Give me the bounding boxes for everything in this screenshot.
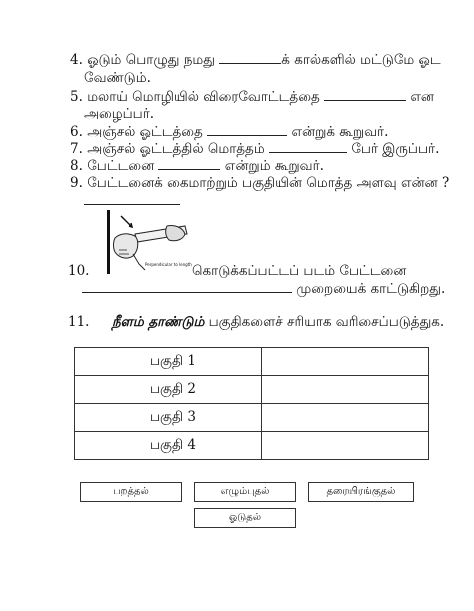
option-ezhumbuthal[interactable]: எழும்புதல் bbox=[194, 482, 296, 502]
question-text: பேட்டனை bbox=[87, 158, 155, 174]
question-text: மலாய் மொழியில் விரைவோட்டத்தை bbox=[87, 89, 320, 105]
question-5 bbox=[70, 89, 434, 106]
question-text: என்றும் கூறுவர். bbox=[224, 158, 324, 174]
figure-caption: Perpendicular to length bbox=[145, 262, 192, 267]
question-10-line-2 bbox=[82, 281, 445, 298]
answer-blank[interactable] bbox=[219, 52, 281, 64]
question-number: 8. bbox=[70, 158, 83, 174]
question-8 bbox=[70, 158, 324, 175]
question-number: 10. bbox=[68, 263, 90, 279]
table-row bbox=[75, 404, 429, 432]
table-row bbox=[75, 348, 429, 376]
answer-cell[interactable] bbox=[262, 376, 429, 404]
question-11-text bbox=[112, 314, 444, 331]
question-text: க் கால்களில் மட்டுமே ஓட bbox=[281, 52, 441, 68]
question-text: என bbox=[410, 89, 434, 105]
part-label: பகுதி 4 bbox=[75, 432, 262, 460]
part-label: பகுதி 3 bbox=[75, 404, 262, 432]
option-tharaiyiranguthal[interactable]: தரையிரங்குதல் bbox=[308, 482, 414, 502]
question-5-line-2 bbox=[84, 106, 154, 123]
question-text: ஓடும் பொழுது நமது bbox=[87, 52, 215, 68]
question-number: 6. bbox=[70, 124, 83, 140]
answer-cell[interactable] bbox=[262, 348, 429, 376]
answer-cell[interactable] bbox=[262, 432, 429, 460]
answer-cell[interactable] bbox=[262, 404, 429, 432]
question-number: 7. bbox=[70, 141, 83, 157]
question-9 bbox=[70, 175, 449, 192]
sequence-table bbox=[74, 347, 429, 460]
question-text: பேர் இருப்பர். bbox=[351, 141, 440, 157]
question-number: 5. bbox=[70, 89, 83, 105]
question-text: அஞ்சல் ஓட்டத்தை bbox=[87, 124, 203, 140]
question-text: கொடுக்கப்பட்டப் படம் பேட்டனை bbox=[192, 263, 407, 279]
part-label: பகுதி 2 bbox=[75, 376, 262, 404]
question-6 bbox=[70, 124, 388, 141]
option-parathal[interactable]: பறத்தல் bbox=[80, 482, 182, 502]
baton-exchange-figure bbox=[105, 210, 191, 274]
question-10-text bbox=[192, 263, 406, 280]
answer-blank[interactable] bbox=[324, 89, 406, 101]
table-row bbox=[75, 376, 429, 404]
question-text: அஞ்சல் ஓட்டத்தில் மொத்தம் bbox=[87, 141, 265, 157]
answer-blank[interactable] bbox=[82, 281, 292, 293]
answer-blank[interactable] bbox=[207, 124, 287, 136]
answer-blank[interactable] bbox=[158, 158, 220, 170]
question-text: என்றுக் கூறுவர். bbox=[291, 124, 389, 140]
question-number: 4. bbox=[70, 52, 83, 68]
part-label: பகுதி 1 bbox=[75, 348, 262, 376]
question-text: பேட்டனைக் கைமாற்றும் பகுதியின் மொத்த அளவு என்ன ? bbox=[87, 175, 450, 191]
question-number: 11. bbox=[68, 314, 90, 330]
question-text: முறையைக் காட்டுகிறது. bbox=[296, 281, 446, 297]
option-oduthal[interactable]: ஓடுதல் bbox=[194, 508, 296, 528]
table-row bbox=[75, 432, 429, 460]
question-text: அழைப்பர். bbox=[84, 106, 155, 122]
question-keyword: நீளம் தாண்டும் bbox=[112, 314, 205, 330]
question-11 bbox=[68, 314, 89, 331]
question-number: 9. bbox=[70, 175, 83, 191]
question-7 bbox=[70, 141, 439, 158]
answer-blank[interactable] bbox=[84, 193, 180, 205]
answer-blank[interactable] bbox=[269, 141, 347, 153]
question-4 bbox=[70, 52, 441, 69]
question-text: வேண்டும். bbox=[84, 70, 151, 86]
question-10 bbox=[68, 263, 89, 280]
question-4-line-2 bbox=[84, 70, 151, 87]
question-text: பகுதிகளைச் சரியாக வரிசைப்படுத்துக. bbox=[208, 314, 445, 330]
